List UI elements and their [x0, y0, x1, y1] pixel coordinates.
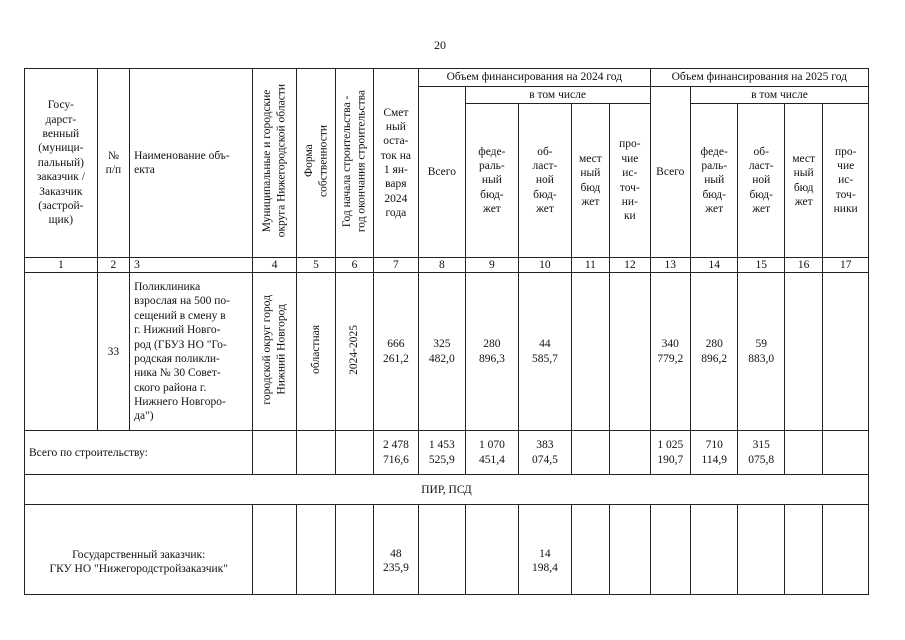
- header-years: Год начала строительства - год окончания строительства: [336, 69, 373, 258]
- cell-regional-2024: 383 074,5: [519, 431, 572, 475]
- section-heading: ПИР, ПСД: [25, 475, 869, 505]
- header-incl-2024: в том числе: [465, 87, 650, 104]
- cell-empty: [336, 431, 373, 475]
- cell-total-2024: 1 453 525,9: [419, 431, 465, 475]
- cell-customer-label: Государственный заказчик: ГКУ НО "Нижегородстройзаказчик": [25, 505, 253, 595]
- financing-table: [24, 68, 869, 595]
- cell-federal-2024: 1 070 451,4: [465, 431, 519, 475]
- cell-municipality: городской округ город Нижний Новгород: [253, 273, 296, 431]
- cell-regional-2024: 44 585,7: [519, 273, 572, 431]
- cell-ownership: областная: [296, 273, 335, 431]
- cell-federal-2024: 280 896,3: [465, 273, 519, 431]
- cell-empty: [296, 431, 335, 475]
- cell-empty: [784, 505, 822, 595]
- cell-empty: [610, 505, 650, 595]
- cell-empty: [823, 273, 869, 431]
- cell-empty: [690, 505, 738, 595]
- header-other-2024: про- чие ис- точ- ни- ки: [610, 104, 650, 258]
- cell-empty: [296, 505, 335, 595]
- cell-empty: [571, 431, 609, 475]
- cell-num: 33: [97, 273, 129, 431]
- header-federal-2025: феде- раль- ный бюд- жет: [690, 104, 738, 258]
- cell-empty: [419, 505, 465, 595]
- col-number: 7: [373, 258, 418, 273]
- header-object-name: Наименование объ- екта: [130, 69, 253, 258]
- cell-federal-2025: 280 896,2: [690, 273, 738, 431]
- header-local-2025: мест ный бюд жет: [784, 104, 822, 258]
- col-number: 2: [97, 258, 129, 273]
- header-num: № п/п: [97, 69, 129, 258]
- header-fin-2024: Объем финансирования на 2024 год: [419, 69, 650, 87]
- cell-estimate: 2 478 716,6: [373, 431, 418, 475]
- col-number: 3: [130, 258, 253, 273]
- cell-empty: [610, 431, 650, 475]
- col-number: 11: [571, 258, 609, 273]
- cell-empty: [253, 431, 296, 475]
- header-estimate: Смет ный оста- ток на 1 ян- варя 2024 года: [373, 69, 418, 258]
- col-number: 6: [336, 258, 373, 273]
- column-numbers-row: [25, 258, 869, 273]
- cell-empty: [823, 505, 869, 595]
- cell-empty: [571, 273, 609, 431]
- table-row-customer: [25, 505, 869, 595]
- header-ownership: Форма собственности: [296, 69, 335, 258]
- cell-empty: [650, 505, 690, 595]
- header-regional-2024: об- ласт- ной бюд- жет: [519, 104, 572, 258]
- col-number: 17: [823, 258, 869, 273]
- header-fin-2025: Объем финансирования на 2025 год: [650, 69, 868, 87]
- col-number: 9: [465, 258, 519, 273]
- cell-total-label: Всего по строительству:: [25, 431, 253, 475]
- cell-empty: [336, 505, 373, 595]
- cell-federal-2025: 710 114,9: [690, 431, 738, 475]
- cell-empty: [823, 431, 869, 475]
- cell-empty: [465, 505, 519, 595]
- col-number: 15: [738, 258, 784, 273]
- cell-empty: [253, 505, 296, 595]
- col-number: 5: [296, 258, 335, 273]
- header-total-2025: Всего: [650, 87, 690, 258]
- col-number: 14: [690, 258, 738, 273]
- col-number: 4: [253, 258, 296, 273]
- cell-empty: [25, 273, 98, 431]
- col-number: 8: [419, 258, 465, 273]
- table-row-section: [25, 475, 869, 505]
- cell-estimate: 48 235,9: [373, 505, 418, 595]
- header-federal-2024: феде- раль- ный бюд- жет: [465, 104, 519, 258]
- cell-empty: [784, 273, 822, 431]
- col-number: 12: [610, 258, 650, 273]
- cell-empty: [738, 505, 784, 595]
- cell-total-2025: 340 779,2: [650, 273, 690, 431]
- table-row-total: [25, 431, 869, 475]
- cell-empty: [610, 273, 650, 431]
- col-number: 10: [519, 258, 572, 273]
- table-row-object: [25, 273, 869, 431]
- header-row-1: [25, 69, 869, 87]
- cell-regional-2025: 59 883,0: [738, 273, 784, 431]
- header-regional-2025: об- ласт- ной бюд- жет: [738, 104, 784, 258]
- header-other-2025: про- чие ис- точ- ники: [823, 104, 869, 258]
- cell-total-2025: 1 025 190,7: [650, 431, 690, 475]
- cell-empty: [571, 505, 609, 595]
- cell-regional-2024: 14 198,4: [519, 505, 572, 595]
- cell-estimate: 666 261,2: [373, 273, 418, 431]
- col-number: 13: [650, 258, 690, 273]
- header-customer: Госу- дарст- венный (муници- пальный) заказчик / Заказчик (застрой- щик): [25, 69, 98, 258]
- header-incl-2025: в том числе: [690, 87, 868, 104]
- header-municipality: Муниципальные и городские округа Нижегородской области: [253, 69, 296, 258]
- header-total-2024: Всего: [419, 87, 465, 258]
- header-local-2024: мест ный бюд жет: [571, 104, 609, 258]
- col-number: 1: [25, 258, 98, 273]
- cell-object-name: Поликлиника взрослая на 500 по- сещений в смену в г. Нижний Новго- род (ГБУЗ НО "Го- родская поликли- ника № 30 Совет- ского района г. Нижнего Новгоро- да"): [130, 273, 253, 431]
- col-number: 16: [784, 258, 822, 273]
- cell-total-2024: 325 482,0: [419, 273, 465, 431]
- cell-years: 2024-2025: [336, 273, 373, 431]
- page-number: 20: [434, 38, 446, 52]
- cell-empty: [784, 431, 822, 475]
- cell-regional-2025: 315 075,8: [738, 431, 784, 475]
